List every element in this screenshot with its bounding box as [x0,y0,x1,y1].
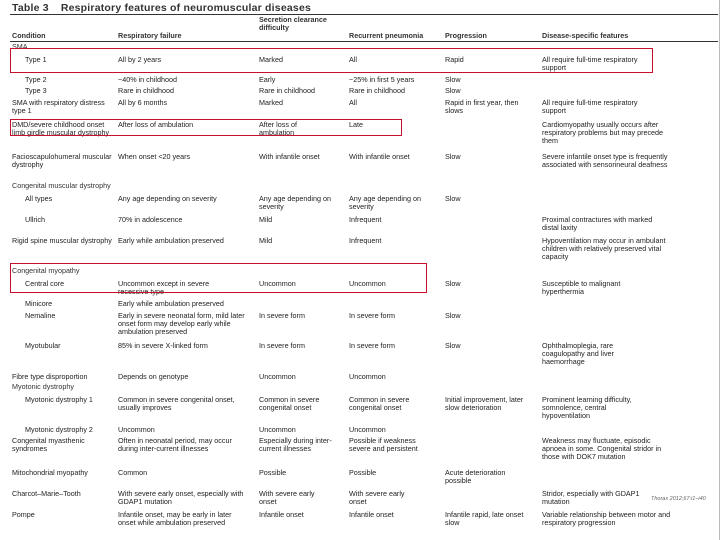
row-mito-secretion: Possible [259,468,287,477]
header-pneumonia: Recurrent pneumonia [349,31,424,40]
header-rule [10,41,718,42]
row-minicore-resp: Early while ambulation preserved [118,299,224,308]
row-myasthenic-resp: Often in neonatal period, may occur during inter-current illnesses [118,436,232,454]
row-myotonic1-specific: Prominent learning difficulty, somnolence, central hypoventilation [542,395,632,421]
row-alltypes-condition: All types [25,194,53,203]
row-myotonic2-resp: Uncommon [118,425,155,434]
row-type3-pneumonia: Rare in childhood [349,86,405,95]
row-type2-condition: Type 2 [25,75,47,84]
row-type3-progression: Slow [445,86,461,95]
row-cmt-secretion: With severe early onset [259,489,315,507]
row-myotubular-progression: Slow [445,341,461,350]
row-pompe-condition: Pompe [12,510,35,519]
row-type3-condition: Type 3 [25,86,47,95]
row-pompe-secretion: Infantile onset [259,510,304,519]
row-myotonic1-resp: Common in severe congenital onset, usually improves [118,395,235,413]
row-rigidspine-pneumonia: Infrequent [349,236,382,245]
row-myotonic1-condition: Myotonic dystrophy 1 [25,395,93,404]
row-dmd-specific: Cardiomyopathy usually occurs after respiratory problems but may precede them [542,120,664,146]
header-secretion: Secretion clearance difficulty [259,15,327,32]
row-alltypes-secretion: Any age depending on severity [259,194,331,212]
row-dmd-secretion: After loss of ambulation [259,120,297,138]
row-centralcore-resp: Uncommon except in severe recessive type [118,279,210,297]
row-ullrich-secretion: Mild [259,215,273,224]
row-fibretype-secretion: Uncommon [259,372,296,381]
row-pompe-resp: Infantile onset, may be early in later onset while ambulation preserved [118,510,232,528]
row-type1-secretion: Marked [259,55,283,64]
row-type1-specific: All require full-time respiratory support [542,55,638,73]
row-myotubular-resp: 85% in severe X-linked form [118,341,208,350]
row-ullrich-specific: Proximal contractures with marked distal laxity [542,215,653,233]
row-myotonic1-secretion: Common in severe congenital onset [259,395,320,413]
row-type2-pneumonia: ~25% in first 5 years [349,75,415,84]
row-type3-resp: Rare in childhood [118,86,174,95]
highlight-box-dmd [10,119,402,136]
header-progression: Progression [445,31,487,40]
journal-citation: Thorax 2012;67:i1–i40 [651,496,706,502]
header-specific: Disease-specific features [542,31,629,40]
table-caption: Respiratory features of neuromuscular diseases [60,2,312,14]
row-fibretype-pneumonia: Uncommon [349,372,386,381]
highlight-box-congenital-myopathy [10,263,427,293]
row-type1-pneumonia: All [349,55,357,64]
row-myotubular-pneumonia: In severe form [349,341,395,350]
row-sma-condition: SMA [12,42,28,51]
row-type1-condition: Type 1 [25,55,47,64]
table-label: Table 3 [12,2,49,14]
row-fshd-condition: Facioscapulohumeral muscular dystrophy [12,152,112,170]
title-rule [10,14,718,15]
row-congmyopathy-condition: Congenital myopathy [12,266,80,275]
row-smard-resp: All by 6 months [118,98,168,107]
row-cmt-resp: With severe early onset, especially with GDAP1 mutation [118,489,244,507]
row-smard-pneumonia: All [349,98,357,107]
row-fibretype-resp: Depends on genotype [118,372,189,381]
row-rigidspine-specific: Hypoventilation may occur in ambulant children with relatively preserved vital capacity [542,236,666,262]
row-nemaline-secretion: In severe form [259,311,305,320]
row-ullrich-condition: Ullrich [25,215,45,224]
row-smard-secretion: Marked [259,98,283,107]
row-fshd-resp: When onset <20 years [118,152,191,161]
row-minicore-condition: Minicore [25,299,53,308]
row-pompe-specific: Variable relationship between motor and respiratory progression [542,510,671,528]
row-centralcore-pneumonia: Uncommon [349,279,386,288]
row-cmt-specific: Stridor, especially with GDAP1 mutation [542,489,640,507]
row-alltypes-pneumonia: Any age depending on severity [349,194,421,212]
row-centralcore-specific: Susceptible to malignant hyperthermia [542,279,621,297]
row-mito-resp: Common [118,468,148,477]
row-cmd-condition: Congenital muscular dystrophy [12,181,111,190]
row-alltypes-resp: Any age depending on severity [118,194,217,203]
row-centralcore-secretion: Uncommon [259,279,296,288]
row-type1-progression: Rapid [445,55,464,64]
row-myasthenic-condition: Congenital myasthenic syndromes [12,436,85,454]
row-fshd-pneumonia: With infantile onset [349,152,410,161]
row-nemaline-condition: Nemaline [25,311,56,320]
row-rigidspine-resp: Early while ambulation preserved [118,236,224,245]
row-myasthenic-specific: Weakness may fluctuate, episodic apnoea in some. Congenital stridor in those with DOK7 mutation [542,436,662,462]
row-nemaline-pneumonia: In severe form [349,311,395,320]
row-fshd-progression: Slow [445,152,461,161]
row-myotonic2-pneumonia: Uncommon [349,425,386,434]
row-type2-progression: Slow [445,75,461,84]
row-pompe-progression: Infantile rapid, late onset slow [445,510,524,528]
row-nemaline-resp: Early in severe neonatal form, mild later onset form may develop early while ambulation preserved [118,311,245,337]
row-dmd-resp: After loss of ambulation [118,120,194,129]
row-myotonic1-progression: Initial improvement, later slow deterioration [445,395,524,413]
row-myotubular-secretion: In severe form [259,341,305,350]
row-type1-resp: All by 2 years [118,55,162,64]
row-mito-condition: Mitochondrial myopathy [12,468,88,477]
row-cmt-condition: Charcot–Marie–Tooth [12,489,81,498]
row-myotonic1-pneumonia: Common in severe congenital onset [349,395,410,413]
header-respiratory-failure: Respiratory failure [118,31,182,40]
highlight-box-sma-type1 [10,48,653,73]
row-mito-progression: Acute deterioration possible [445,468,506,486]
table-title [12,2,311,14]
row-rigidspine-secretion: Mild [259,236,273,245]
row-type2-secretion: Early [259,75,276,84]
row-fibretype-condition: Fibre type disproportion [12,372,88,381]
row-myotubular-condition: Myotubular [25,341,61,350]
row-type2-resp: ~40% in childhood [118,75,177,84]
row-myasthenic-pneumonia: Possible if weakness severe and persistent [349,436,418,454]
row-myotonic2-condition: Myotonic dystrophy 2 [25,425,93,434]
row-ullrich-pneumonia: Infrequent [349,215,382,224]
row-dmd-condition: DMD/severe childhood onset limb girdle muscular dystrophy [12,120,110,138]
row-dmd-pneumonia: Late [349,120,363,129]
row-centralcore-condition: Central core [25,279,65,288]
row-myotonic2-secretion: Uncommon [259,425,296,434]
row-myotubular-specific: Ophthalmoplegia, rare coagulopathy and liver haemorrhage [542,341,614,367]
row-ullrich-resp: 70% in adolescence [118,215,183,224]
row-smard-condition: SMA with respiratory distress type 1 [12,98,105,116]
row-nemaline-progression: Slow [445,311,461,320]
row-cmt-pneumonia: With severe early onset [349,489,405,507]
row-smard-progression: Rapid in first year, then slows [445,98,519,116]
row-fshd-specific: Severe infantile onset type is frequently associated with sensorineural deafness [542,152,668,170]
row-mito-pneumonia: Possible [349,468,377,477]
row-centralcore-progression: Slow [445,279,461,288]
row-type3-secretion: Rare in childhood [259,86,315,95]
row-alltypes-progression: Slow [445,194,461,203]
row-smard-specific: All require full-time respiratory support [542,98,638,116]
row-fshd-secretion: With infantile onset [259,152,320,161]
row-myasthenic-secretion: Especially during inter-current illnesses [259,436,332,454]
row-pompe-pneumonia: Infantile onset [349,510,394,519]
row-rigidspine-condition: Rigid spine muscular dystrophy [12,236,112,245]
row-myotonic-condition: Myotonic dystrophy [12,382,74,391]
header-condition: Condition [12,31,46,40]
